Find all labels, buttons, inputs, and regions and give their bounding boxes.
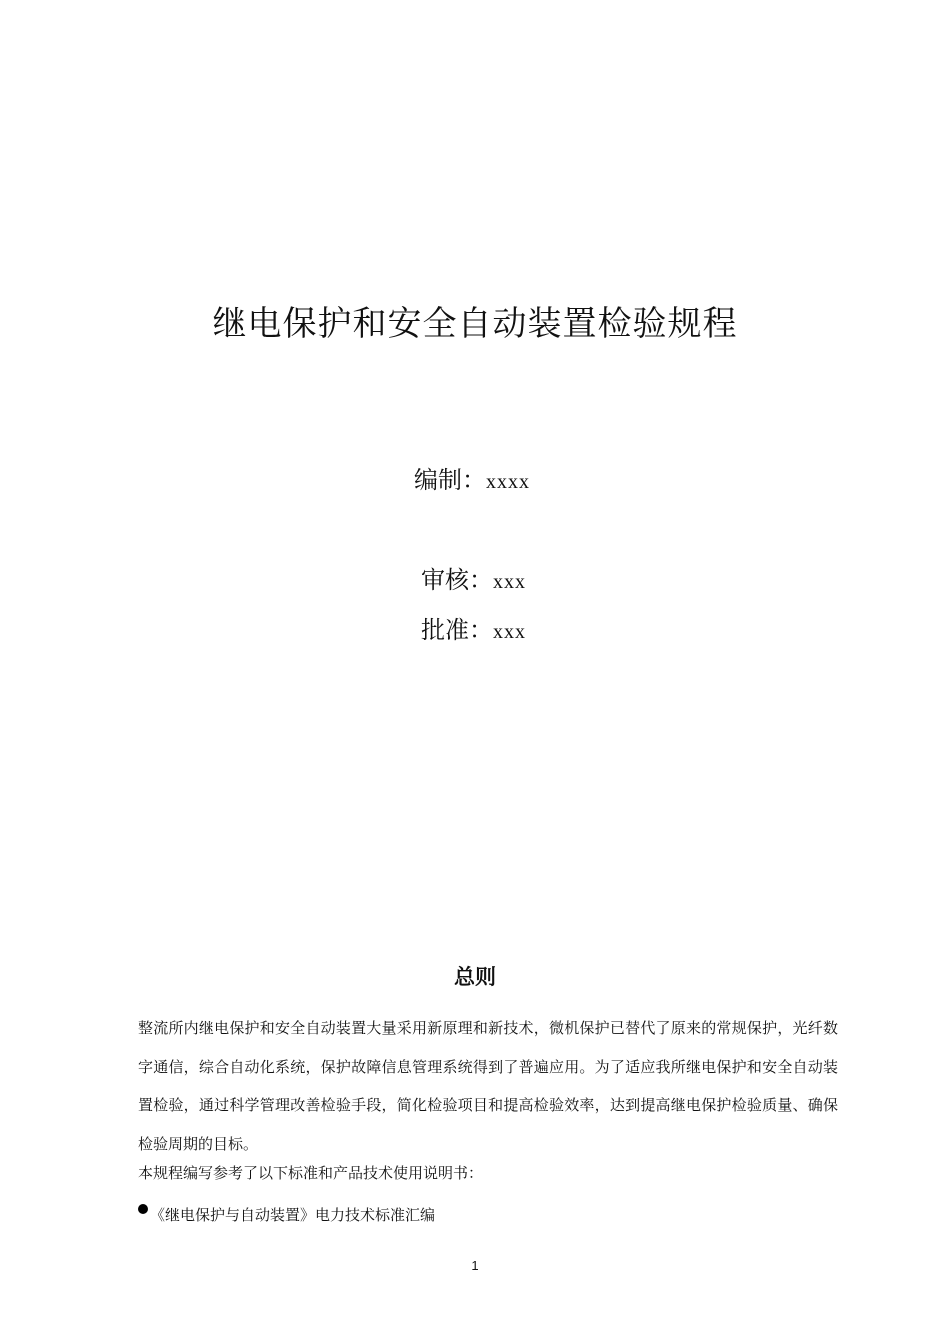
compiler-label: 编制： [414,466,486,494]
approver-label: 批准： [421,616,493,644]
bullet-icon [138,1204,148,1214]
section-heading-general: 总则 [454,965,496,989]
reviewer-value: xxx [493,571,526,593]
document-title: 继电保护和安全自动装置检验规程 [212,304,738,344]
approver-line [421,613,526,649]
page-number: 1 [471,1258,479,1273]
approver-value: xxx [493,621,526,643]
reference-item-text: 《继电保护与自动装置》电力技术标准汇编 [150,1206,436,1224]
reviewer-label: 审核： [421,566,493,594]
general-paragraph: 整流所内继电保护和安全自动装置大量采用新原理和新技术，微机保护已替代了原来的常规保护，光纤数字通信，综合自动化系统，保护故障信息管理系统得到了普遍应用。为了适应我所继电保护和安全自动装置检验，通过科学管理改善检验手段，简化检验项目和提高检验效率，达到提高继电保护检验质量、确保检验周期的目标。 [138,1019,838,1153]
compiler-line [414,463,530,499]
reference-list-item [138,1200,435,1230]
references-intro: 本规程编写参考了以下标准和产品技术使用说明书： [138,1164,484,1182]
compiler-value: xxxx [486,471,530,493]
reviewer-line [421,563,526,599]
